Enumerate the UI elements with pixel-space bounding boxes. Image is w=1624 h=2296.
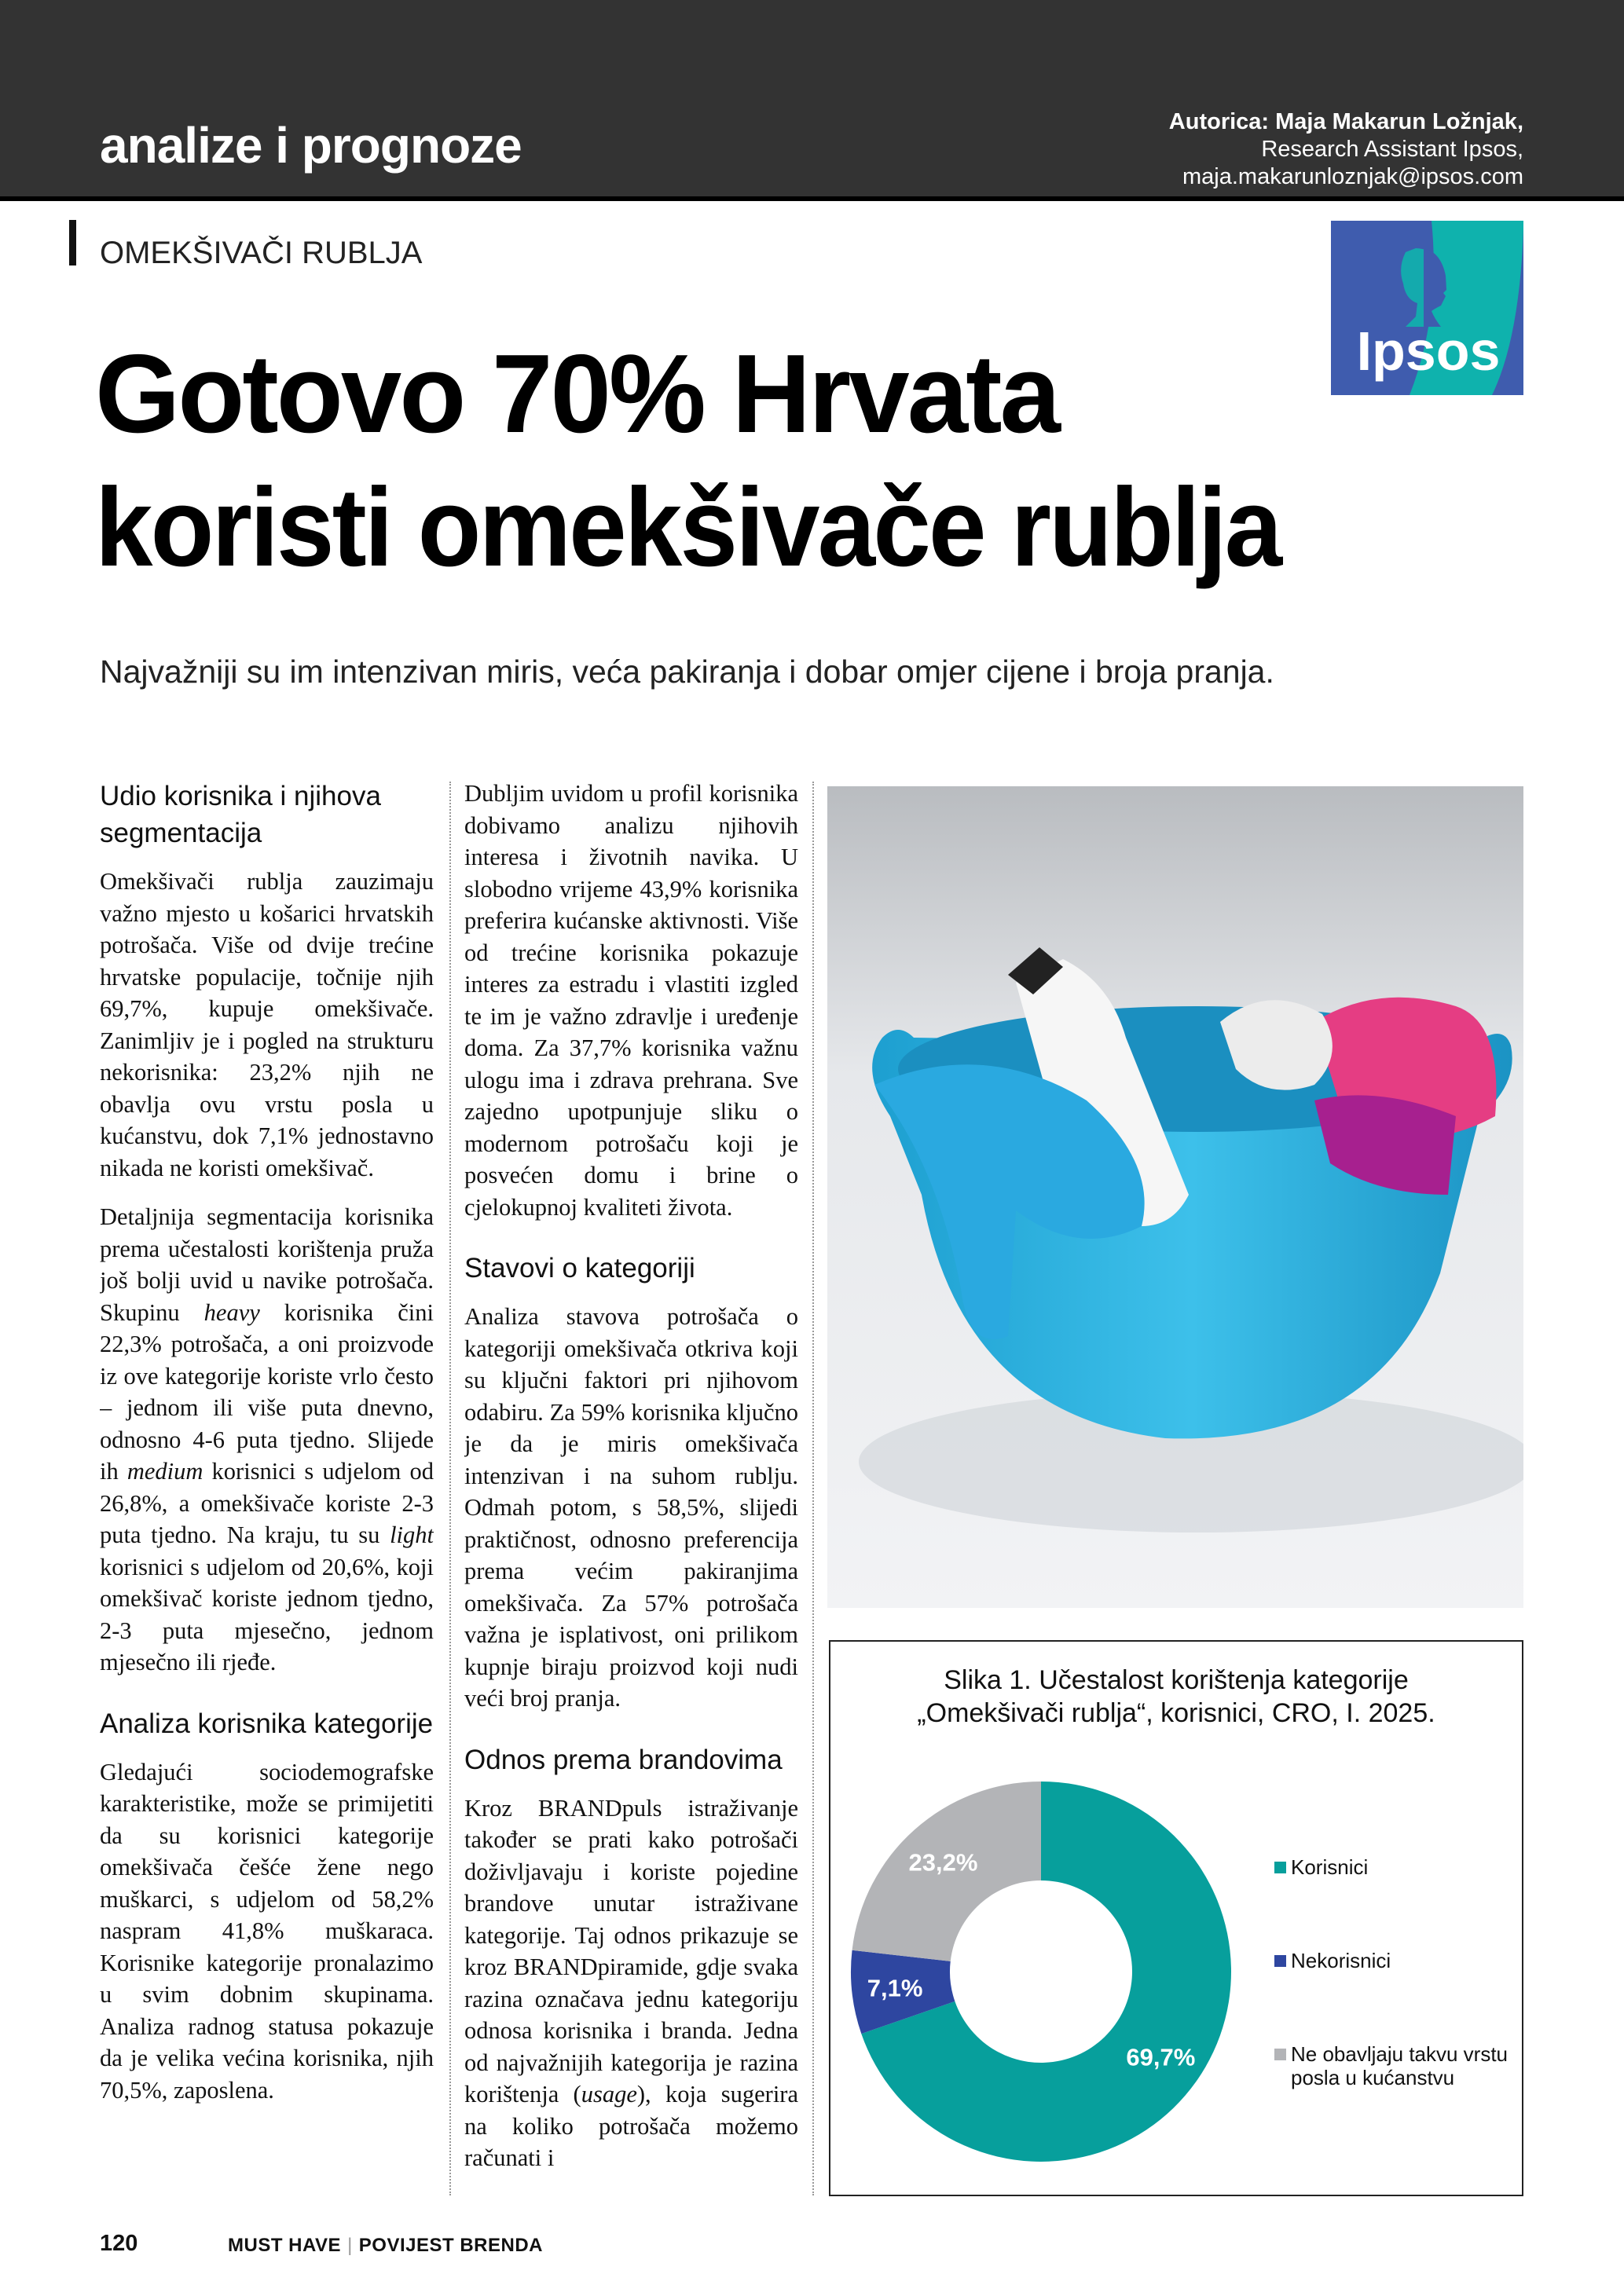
chart-title-line-2: „Omekšivači rublja“, korisnici, CRO, I. 2025. (917, 1698, 1435, 1728)
body-paragraph (100, 866, 434, 1184)
body-paragraph (100, 1756, 434, 2107)
paragraph-text: Dubljim uvidom u profil korisnika dobivamo analizu njihovih interesa i životnih navika. U slobodno vrijeme 43,9% korisnika preferira kućanske aktivnosti. Više od trećine korisnika pokazuje interes za estradu i vlastiti izgled te im je važno zdravlje i uređenje doma. Za 37,7% korisnika važnu ulogu ima i zdrava prehrana. Sve zajedno upotpunjuje sliku o modernom potrošaču koji je posvećen domu i brine o cjelokupnoj kvaliteti života. (464, 780, 798, 1221)
body-paragraph (464, 1301, 798, 1715)
paragraph-text: Kroz BRANDpuls istraživanje također se prati kako potrošači doživljavaju i koriste pojedine brandove unutar istraživane kategorije. Taj odnos prikazuje se kroz BRANDpiramide, gdje svaka razina označava jednu kategoriju odnosa korisnika i branda. Jedna od najvažnijih kategorija je razina korištenja ( (464, 1794, 798, 2107)
paragraph-text: korisnici s udjelom od 26,8%, a omekšivače koriste 2-3 puta tjedno. Na kraju, tu su (100, 1458, 434, 1548)
ipsos-logo (1331, 221, 1523, 395)
column-divider (449, 782, 451, 2195)
magazine-section: POVIJEST BRENDA (358, 2235, 544, 2256)
section-heading: Stavovi o kategoriji (464, 1253, 695, 1283)
fabric-softener-basin-photo (827, 786, 1523, 1608)
data-label: 7,1% (867, 1974, 923, 2002)
donut-chart (830, 1642, 1522, 2195)
column-divider (812, 782, 814, 2195)
legend-item-korisnici (1274, 1855, 1368, 1879)
legend-label: posla u kućanstvu (1291, 2066, 1455, 2089)
data-label: 69,7% (1126, 2043, 1196, 2071)
section-title: analize i prognoze (100, 117, 522, 174)
legend-label: Korisnici (1291, 1855, 1369, 1879)
legend-label: Nekorisnici (1291, 1949, 1391, 1972)
paragraph-text: Gledajući sociodemografske karakteristike, može se primijetiti da su korisnici kategorije omekšivača češće žene nego muškarci, s udjelom od 58,2% naspram 41,8% muškaraca. Korisnike kategorije pronalazimo u svim dobnim skupinama. Analiza radnog statusa pokazuje da je velika većina korisnika, njih 70,5%, zaposlena. (100, 1758, 434, 2104)
legend-item-ne-obavljaju (1274, 2042, 1508, 2089)
italic-term: medium (126, 1458, 203, 1485)
section-heading: Analiza korisnika kategorije (100, 1708, 434, 1739)
paragraph-text: ), koja sugerira na koliko potrošača možemo računati i (464, 2081, 798, 2171)
paragraph-text: korisnici s udjelom od 20,6%, koji omekšivač koriste jednom tjedno, 2-3 puta mjesečno, jednom mjesečno ili rjeđe. (100, 1553, 434, 1675)
headline-line-1: Gotovo 70% Hrvata (95, 331, 1059, 456)
legend-item-nekorisnici (1274, 1949, 1391, 1972)
headline-line-2: koristi omekšivače rublja (95, 465, 1281, 590)
chart-figure (829, 1640, 1523, 2196)
legend-swatch (1274, 1955, 1286, 1967)
body-paragraph (100, 1201, 434, 1679)
kicker: OMEKŠIVAČI RUBLJA (100, 236, 423, 270)
paragraph-text: Analiza stavova potrošača o kategoriji omekšivača otkriva koji su ključni faktori pri njihovom odabiru. Za 59% korisnika ključno je da je miris omekšivača intenzivan i na suhom rublju. Odmah potom, s 58,5%, slijedi praktičnost, odnosno preferencija prema većim pakiranjima omekšivača. Za 57% potrošača važna je isplativost, oni prilikom kupnje biraju proizvod koji nudi veći broj pranja. (464, 1303, 798, 1712)
italic-term: light (390, 1522, 434, 1548)
article-column-1 (100, 778, 434, 2203)
paragraph-text: korisnika čini 22,3% potrošača, a oni proizvode iz ove kategorije koriste vrlo često – jednom ili više puta dnevno, odnosno 4-6 puta tjedno. Slijede ih (100, 1298, 434, 1485)
section-heading: Udio korisnika i njihova segmentacija (100, 781, 381, 848)
chart-title-line-1: Slika 1. Učestalost korištenja kategorije (944, 1665, 1409, 1695)
kicker-bar (69, 220, 76, 265)
author-email: maja.makarunloznjak@ipsos.com (1182, 164, 1523, 189)
article-column-2 (464, 778, 798, 2203)
paragraph-text: Detaljnija segmentacija korisnika prema učestalosti korištenja pruža još bolji uvid u navike potrošača. Skupinu (100, 1203, 434, 1326)
paragraph-text: Omekšivači rublja zauzimaju važno mjesto u košarici hrvatskih potrošača. Više od dvije trećine hrvatske populacije, točnije njih 69,7%, kupuje omekšivače. Zanimljiv je i pogled na strukturu nekorisnika: 23,2% njih ne obavlja ovu vrstu posla u kućanstvu, dok 7,1% jednostavno nikada ne koristi omekšivač. (100, 868, 434, 1181)
legend-swatch (1274, 2049, 1286, 2060)
body-paragraph (464, 1792, 798, 2174)
legend-swatch (1274, 1862, 1286, 1873)
divider: | (347, 2235, 353, 2256)
data-label: 23,2% (908, 1848, 978, 1877)
author-role: Research Assistant Ipsos, (1261, 137, 1523, 162)
page-number: 120 (100, 2231, 138, 2256)
italic-term: usage (581, 2081, 637, 2107)
body-paragraph (464, 778, 798, 1223)
section-heading: Odnos prema brandovima (464, 1744, 783, 1775)
footer-magazine (228, 2235, 543, 2257)
legend-label: Ne obavljaju takvu vrstu (1291, 2042, 1509, 2066)
italic-term: heavy (203, 1298, 260, 1326)
author-info (1169, 108, 1523, 191)
lead-text: Najvažniji su im intenzivan miris, veća pakiranja i dobar omjer cijene i broja pranja. (100, 654, 1274, 690)
author-name: Autorica: Maja Makarun Ložnjak, (1168, 109, 1523, 134)
magazine-name: MUST HAVE (228, 2235, 342, 2256)
svg-text:Ipsos: Ipsos (1356, 320, 1501, 382)
